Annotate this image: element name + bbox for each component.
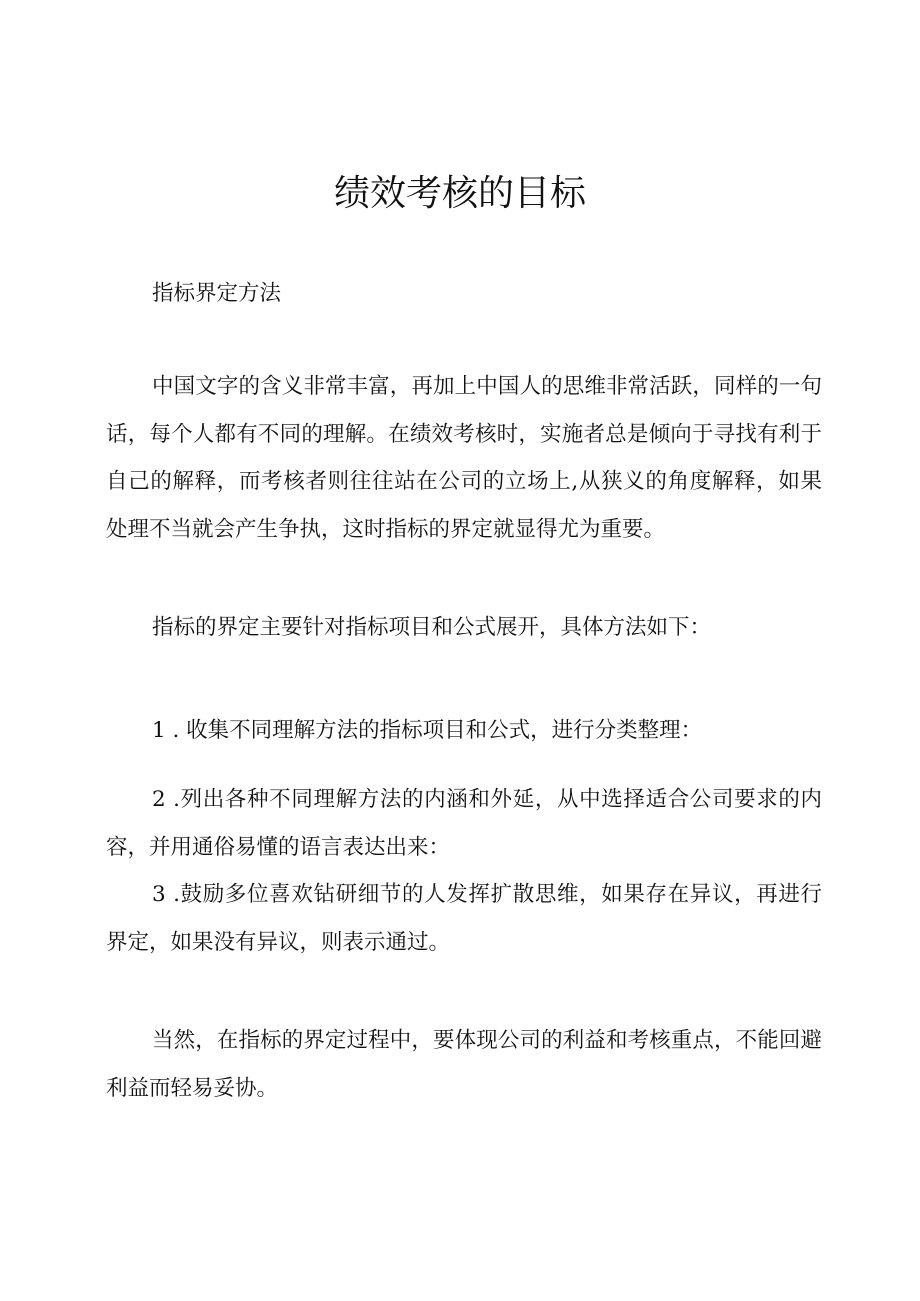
paragraph-method-lead: 指标的界定主要针对指标项目和公式展开，具体方法如下：: [152, 615, 712, 640]
list-item-3: 3 .鼓励多位喜欢钻研细节的人发挥扩散思维，如果存在异议，再进行界定，如果没有异议，则表示通过。: [106, 882, 822, 955]
list-item-2: 2 .列出各种不同理解方法的内涵和外延，从中选择适合公司要求的内容，并用通俗易懂的语言表达出来：: [106, 787, 822, 860]
document-title: 绩效考核的目标: [333, 173, 586, 214]
paragraph-intro: 中国文字的含义非常丰富，再加上中国人的思维非常活跃，同样的一句话，每个人都有不同的理解。在绩效考核时，实施者总是倾向于寻找有利于自己的解释，而考核者则往往站在公司的立场上,从狭义的角度解释，如果处理不当就会产生争执，这时指标的界定就显得尤为重要。: [106, 374, 822, 542]
list-item-1: 1 . 收集不同理解方法的指标项目和公式，进行分类整理：: [152, 718, 703, 743]
paragraph-conclusion: 当然，在指标的界定过程中，要体现公司的利益和考核重点，不能回避利益而轻易妥协。: [106, 1028, 822, 1101]
section-subheading: 指标界定方法: [152, 281, 282, 306]
